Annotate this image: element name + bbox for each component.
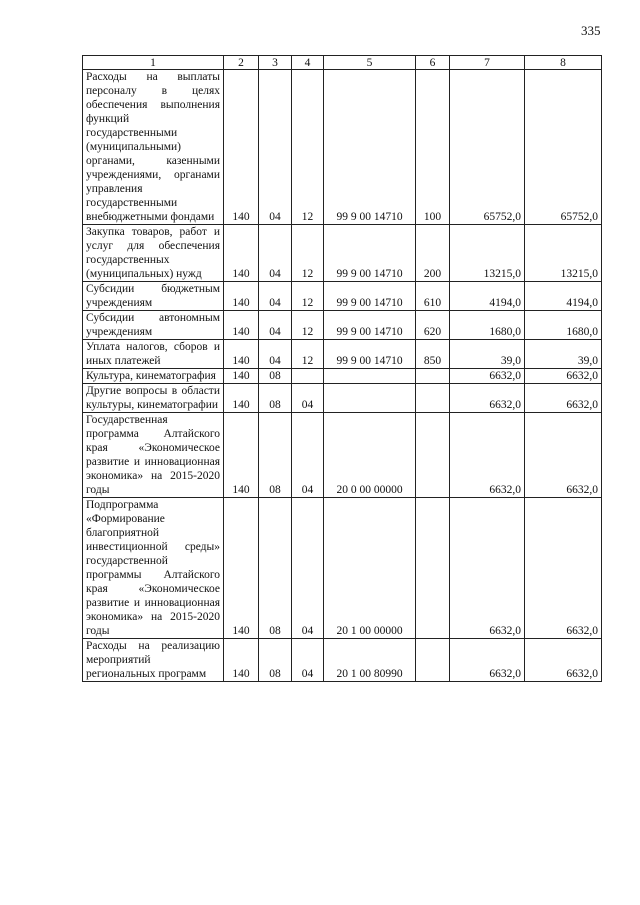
- row-col-7: 39,0: [450, 340, 525, 369]
- row-name: Закупка товаров, работ и услуг для обеспечения государственных (муниципальных) нужд: [83, 225, 224, 282]
- row-col-6: 850: [416, 340, 450, 369]
- row-col-7: 4194,0: [450, 282, 525, 311]
- row-col-6: [416, 384, 450, 413]
- row-col-4: 12: [292, 70, 324, 225]
- row-col-5: 99 9 00 14710: [324, 340, 416, 369]
- row-col-6: 620: [416, 311, 450, 340]
- row-col-8: 1680,0: [525, 311, 602, 340]
- row-col-4: 12: [292, 311, 324, 340]
- row-col-7: 6632,0: [450, 413, 525, 498]
- col-header-5: 5: [324, 56, 416, 70]
- row-col-2: 140: [224, 70, 259, 225]
- row-col-3: 08: [259, 639, 292, 682]
- row-col-4: 04: [292, 639, 324, 682]
- row-col-6: 610: [416, 282, 450, 311]
- row-col-4: [292, 369, 324, 384]
- row-col-7: 6632,0: [450, 369, 525, 384]
- row-col-3: 08: [259, 384, 292, 413]
- row-col-3: 08: [259, 369, 292, 384]
- row-col-3: 04: [259, 311, 292, 340]
- row-col-4: 12: [292, 340, 324, 369]
- row-col-3: 04: [259, 282, 292, 311]
- header-row: [83, 56, 602, 70]
- row-name: Другие вопросы в области культуры, кинематографии: [83, 384, 224, 413]
- row-col-7: 6632,0: [450, 384, 525, 413]
- row-col-8: 6632,0: [525, 413, 602, 498]
- table-row: [83, 70, 602, 225]
- table-row: [83, 413, 602, 498]
- col-header-2: 2: [224, 56, 259, 70]
- row-col-5: 99 9 00 14710: [324, 311, 416, 340]
- row-col-7: 6632,0: [450, 639, 525, 682]
- row-name: Культура, кинематография: [83, 369, 224, 384]
- row-name: Государственная программа Алтайского края «Экономическое развитие и инновационная экономика» на 2015-2020 годы: [83, 413, 224, 498]
- page-number: 335: [581, 23, 601, 38]
- row-col-2: 140: [224, 282, 259, 311]
- col-header-4: 4: [292, 56, 324, 70]
- col-header-1: 1: [83, 56, 224, 70]
- table-row: [83, 225, 602, 282]
- row-col-5: [324, 384, 416, 413]
- row-col-2: 140: [224, 498, 259, 639]
- row-col-2: 140: [224, 311, 259, 340]
- row-col-6: [416, 639, 450, 682]
- row-col-8: 6632,0: [525, 498, 602, 639]
- budget-table: [82, 55, 602, 682]
- row-name: Субсидии бюджетным учреждениям: [83, 282, 224, 311]
- col-header-8: 8: [525, 56, 602, 70]
- table-row: [83, 639, 602, 682]
- row-col-5: 20 1 00 00000: [324, 498, 416, 639]
- row-col-4: 04: [292, 498, 324, 639]
- col-header-3: 3: [259, 56, 292, 70]
- row-name: Уплата налогов, сборов и иных платежей: [83, 340, 224, 369]
- table-row: [83, 369, 602, 384]
- row-col-8: 13215,0: [525, 225, 602, 282]
- row-col-5: 20 1 00 80990: [324, 639, 416, 682]
- row-col-7: 65752,0: [450, 70, 525, 225]
- row-col-2: 140: [224, 639, 259, 682]
- col-header-6: 6: [416, 56, 450, 70]
- row-col-6: [416, 369, 450, 384]
- row-col-4: 04: [292, 413, 324, 498]
- row-col-8: 6632,0: [525, 639, 602, 682]
- row-name: Субсидии автономным учреждениям: [83, 311, 224, 340]
- table-row: [83, 282, 602, 311]
- row-name: Подпрограмма «Формирование благоприятной инвестиционной среды» государственной программы Алтайского края «Экономическое развитие и инновационная экономика» на 2015-2020 годы: [83, 498, 224, 639]
- table-row: [83, 311, 602, 340]
- row-col-4: 12: [292, 225, 324, 282]
- row-col-4: 04: [292, 384, 324, 413]
- row-col-3: 08: [259, 413, 292, 498]
- table-row: [83, 340, 602, 369]
- row-col-5: [324, 369, 416, 384]
- row-col-8: 65752,0: [525, 70, 602, 225]
- row-col-8: 39,0: [525, 340, 602, 369]
- row-col-3: 04: [259, 340, 292, 369]
- row-col-5: 20 0 00 00000: [324, 413, 416, 498]
- table-row: [83, 498, 602, 639]
- row-col-2: 140: [224, 340, 259, 369]
- table-row: [83, 384, 602, 413]
- row-col-6: [416, 413, 450, 498]
- row-col-2: 140: [224, 225, 259, 282]
- row-col-7: 13215,0: [450, 225, 525, 282]
- row-col-7: 6632,0: [450, 498, 525, 639]
- row-col-5: 99 9 00 14710: [324, 70, 416, 225]
- row-name: Расходы на выплаты персоналу в целях обеспечения выполнения функций государственными (муниципальными) органами, казенными учреждениями, органами управления государственными внебюджетными фондами: [83, 70, 224, 225]
- row-col-3: 08: [259, 498, 292, 639]
- row-col-5: 99 9 00 14710: [324, 225, 416, 282]
- row-col-4: 12: [292, 282, 324, 311]
- row-col-6: 200: [416, 225, 450, 282]
- row-col-8: 4194,0: [525, 282, 602, 311]
- row-col-8: 6632,0: [525, 369, 602, 384]
- row-col-2: 140: [224, 384, 259, 413]
- row-name: Расходы на реализацию мероприятий региональных программ: [83, 639, 224, 682]
- row-col-8: 6632,0: [525, 384, 602, 413]
- row-col-7: 1680,0: [450, 311, 525, 340]
- row-col-5: 99 9 00 14710: [324, 282, 416, 311]
- row-col-6: 100: [416, 70, 450, 225]
- col-header-7: 7: [450, 56, 525, 70]
- row-col-2: 140: [224, 413, 259, 498]
- row-col-3: 04: [259, 70, 292, 225]
- row-col-2: 140: [224, 369, 259, 384]
- row-col-6: [416, 498, 450, 639]
- row-col-3: 04: [259, 225, 292, 282]
